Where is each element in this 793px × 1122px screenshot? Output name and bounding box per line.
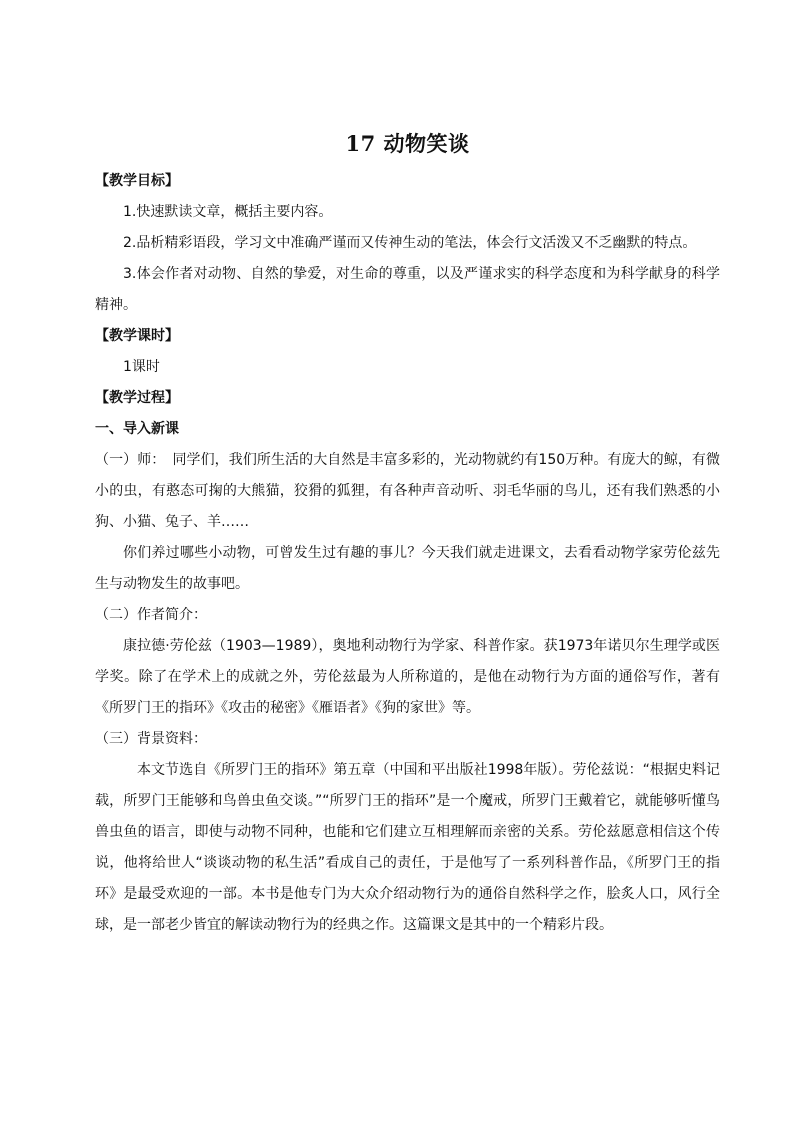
goal-item-2: 2.品析精彩语段，学习文中准确严谨而又传神生动的笔法，体会行文活泼又不乏幽默的特点。 [123,235,697,251]
paragraph-background: 本文节选自《所罗门王的指环》第五章（中国和平出版社1998年版）。劳伦兹说：“根据史料记载，所罗门王能够和鸟兽虫鱼交谈。”“所罗门王的指环”是一个魔戒，所罗门王戴着它，就能够听懂鸟兽虫鱼的语言，即使与动物不同种，也能和它们建立互相理解而亲密的关系。劳伦兹愿意相信这个传说，他将给世人“谈谈动物的私生活”看成自己的责任，于是他写了一系列科普作品，《所罗门王的指环》是最受欢迎的一部。本书是他专门为大众介绍动物行为的通俗自然科学之作，脍炙人口，风行全球，是一部老少皆宜的解读动物行为的经典之作。这篇课文是其中的一个精彩片段。 [95,762,720,933]
background-label: （三）背景资料： [95,731,207,747]
paragraph-question: 你们养过哪些小动物，可曾发生过有趣的事儿？今天我们就走进课文，去看看动物学家劳伦兹先生与动物发生的故事吧。 [95,545,720,592]
author-intro-label: （二）作者简介： [95,607,207,623]
goal-item-1: 1.快速默读文章，概括主要内容。 [123,204,333,220]
subsection-heading-intro: 一、导入新课 [95,421,179,437]
section-heading-hours: 【教学课时】 [95,328,179,344]
document-title: 17 动物笑谈 [345,131,470,156]
document-content [95,128,720,941]
paragraph-author: 康拉德·劳伦兹（1903—1989），奥地利动物行为学家、科普作家。获1973年诺贝尔生理学或医学奖。除了在学术上的成就之外，劳伦兹最为人所称道的，是他在动物行为方面的通俗写作，著有《所罗门王的指环》《攻击的秘密》《雁语者》《狗的家世》等。 [95,638,720,716]
paragraph-teacher-intro: （一）师： 同学们，我们所生活的大自然是丰富多彩的，光动物就约有150万种。有庞大的鲸，有微小的虫，有憨态可掬的大熊猫，狡猾的狐狸，有各种声音动听、羽毛华丽的鸟儿，还有我们熟悉的小狗、小猫、兔子、羊…… [95,452,720,530]
section-heading-goals: 【教学目标】 [95,173,179,189]
hours-value: 1课时 [123,359,160,375]
section-heading-process: 【教学过程】 [95,390,179,406]
goal-item-3: 3.体会作者对动物、自然的挚爱，对生命的尊重，以及严谨求实的科学态度和为科学献身的科学精神。 [95,266,720,313]
